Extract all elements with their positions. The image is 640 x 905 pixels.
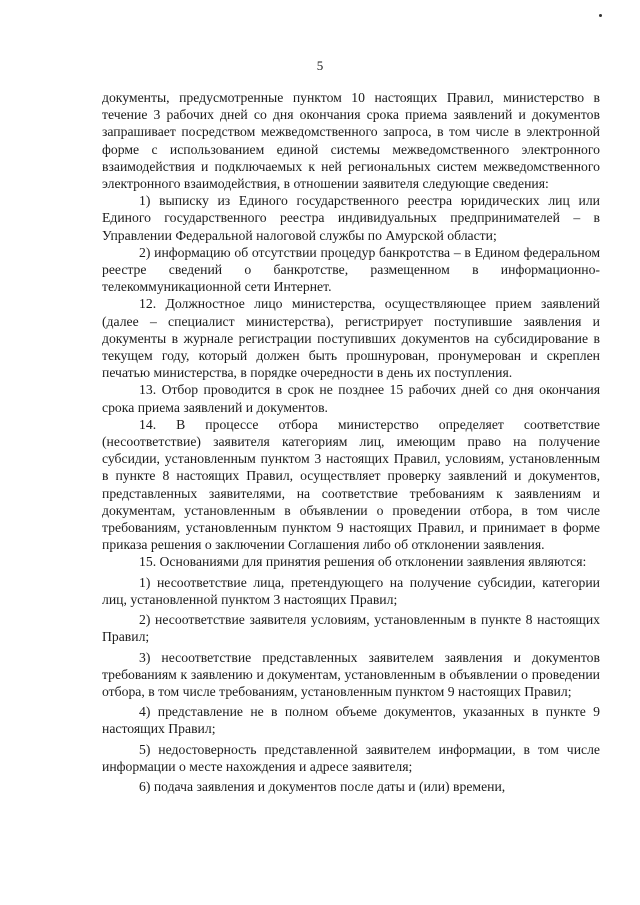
clause-15: 15. Основаниями для принятия решения об отклонении заявления являются: bbox=[139, 554, 587, 570]
paragraph-continuation: документы, предусмотренные пунктом 10 настоящих Правил, министерство в течение 3 рабочих дней со дня окончания срока приема заявлений и документов запрашивает посредством межведомственного запроса, в том числе в электронной форме с использованием единой системы межведомственного электронного взаимодействия и подключаемых к ней региональных систем межведомственного электронного взаимодействия, в отношении заявителя следующие сведения: bbox=[102, 90, 600, 192]
clause-13: 13. Отбор проводится в срок не позднее 15 рабочих дней со дня окончания срока приема заявлений и документов. bbox=[102, 382, 600, 415]
list-item-1: 1) выписку из Единого государственного реестра юридических лиц или Единого государственного реестра индивидуальных предпринимателей – в Управлении Федеральной налоговой службы по Амурской области; bbox=[102, 193, 600, 243]
rejection-ground-6: 6) подача заявления и документов после даты и (или) времени, bbox=[139, 778, 506, 794]
clause-14: 14. В процессе отбора министерство определяет соответствие (несоответствие) заявителя категориям лиц, имеющим право на получение субсидии, установленным пунктом 3 настоящих Правил, условиям, установленным в пункте 8 настоящих Правил, осуществляет проверку заявлений и документов, представленных заявителями, на соответствие требованиям к заявлениям и документам, установленным в объявлении о проведении отбора, в том числе требованиям, установленным пунктом 9 настоящих Правил, и принимает в форме приказа решения о заключении Соглашения либо об отклонении заявления. bbox=[102, 416, 600, 553]
scan-speck bbox=[599, 14, 602, 17]
document-body bbox=[102, 89, 600, 795]
clause-12: 12. Должностное лицо министерства, осуществляющее прием заявлений (далее – специалист министерства), регистрирует поступившие заявления и документы в журнале регистрации поступивших документов на субсидирование в текущем году, который должен быть прошнурован, пронумерован и скреплен печатью министерства, в порядке очередности в день их поступления. bbox=[102, 296, 600, 381]
rejection-ground-2: 2) несоответствие заявителя условиям, установленным в пункте 8 настоящих Правил; bbox=[102, 612, 600, 645]
page-number: 5 bbox=[316, 58, 324, 73]
rejection-ground-5: 5) недостоверность представленной заявителем информации, в том числе информации о месте нахождения и адресе заявителя; bbox=[102, 741, 600, 774]
list-item-2: 2) информацию об отсутствии процедур банкротства – в Едином федеральном реестре сведений о банкротстве, размещенном в информационно-телекоммуникационной сети Интернет. bbox=[102, 244, 600, 295]
rejection-ground-4: 4) представление не в полном объеме документов, указанных в пункте 9 настоящих Правил; bbox=[102, 704, 600, 737]
rejection-ground-1: 1) несоответствие лица, претендующего на получение субсидии, категории лиц, установленной пунктом 3 настоящих Правил; bbox=[102, 574, 600, 607]
rejection-ground-3: 3) несоответствие представленных заявителем заявления и документов требованиям к заявлению и документам, установленным в объявлении о проведении отбора, в том числе требованиям, установленным пунктом 9 настоящих Правил; bbox=[102, 649, 600, 699]
